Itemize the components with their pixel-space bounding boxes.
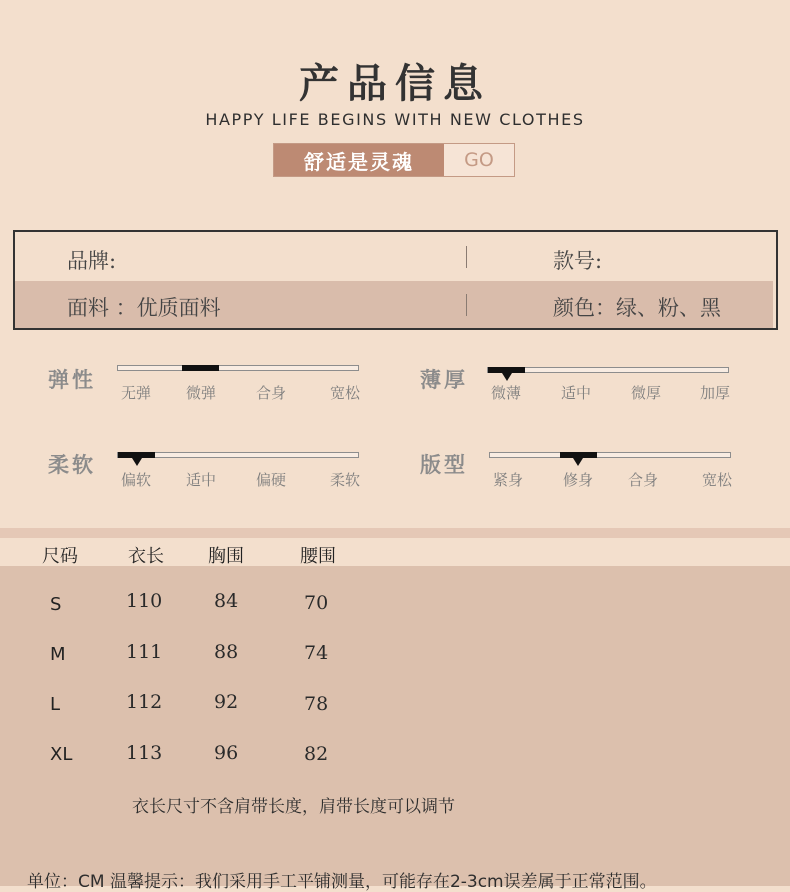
elasticity-scale	[117, 365, 359, 371]
length-cell: 110	[126, 590, 163, 612]
softness-marker-icon	[132, 458, 142, 466]
info-divider	[466, 246, 467, 268]
fit-option: 紧身	[493, 471, 524, 489]
thickness-option: 微厚	[631, 384, 662, 402]
length-cell: 112	[126, 691, 163, 713]
measurement-footer: 单位：CM 温馨提示：我们采用手工平铺测量，可能存在2-3cm误差属于正常范围。	[27, 872, 657, 892]
elasticity-option: 无弹	[121, 384, 152, 402]
fit-scale	[489, 452, 731, 458]
table-header: 衣长	[128, 546, 164, 567]
fit-marker-icon	[573, 458, 583, 466]
thickness-option: 适中	[561, 384, 592, 402]
softness-label: 柔软	[48, 453, 96, 477]
page-subtitle: HAPPY LIFE BEGINS WITH NEW CLOTHES	[205, 110, 585, 129]
fit-label: 版型	[420, 453, 468, 477]
softness-scale	[117, 452, 359, 458]
size-cell: S	[50, 594, 62, 615]
bust-cell: 88	[214, 641, 239, 663]
fabric-label: 面料 ：优质面料	[67, 296, 221, 320]
go-label: GO	[444, 144, 514, 176]
thickness-scale	[487, 367, 729, 373]
waist-cell: 74	[304, 642, 329, 664]
softness-option: 适中	[186, 471, 217, 489]
fit-option: 宽松	[702, 471, 733, 489]
size-cell: XL	[50, 744, 73, 765]
table-header: 腰围	[300, 546, 336, 567]
slogan-tag	[273, 143, 515, 177]
length-cell: 113	[126, 742, 163, 764]
waist-cell: 78	[304, 693, 329, 715]
brand-label: 品牌:	[67, 249, 117, 273]
fit-option: 合身	[628, 471, 659, 489]
slogan-text: 舒适是灵魂	[274, 144, 444, 176]
thickness-option: 加厚	[700, 384, 731, 402]
elasticity-indicator	[182, 365, 219, 371]
elasticity-option: 微弹	[186, 384, 217, 402]
table-header: 尺码	[42, 546, 78, 567]
table-header: 胸围	[208, 546, 244, 567]
thickness-option: 微薄	[491, 384, 522, 402]
length-cell: 111	[126, 641, 163, 663]
size-table-panel	[0, 566, 790, 886]
elasticity-option: 合身	[256, 384, 287, 402]
softness-option: 偏硬	[256, 471, 287, 489]
elasticity-option: 宽松	[330, 384, 361, 402]
bust-cell: 96	[214, 742, 239, 764]
style-number-label: 款号:	[553, 249, 603, 273]
waist-cell: 70	[304, 592, 329, 614]
color-label: 颜色：绿、粉、黑	[553, 296, 721, 320]
softness-option: 偏软	[121, 471, 152, 489]
size-cell: L	[50, 694, 61, 715]
page-title: 产品信息	[299, 61, 491, 107]
softness-option: 柔软	[330, 471, 361, 489]
bust-cell: 92	[214, 691, 239, 713]
bust-cell: 84	[214, 590, 239, 612]
size-cell: M	[50, 644, 66, 665]
elasticity-label: 弹性	[48, 368, 96, 392]
size-note: 衣长尺寸不含肩带长度，肩带长度可以调节	[132, 797, 455, 817]
info-divider	[466, 294, 467, 316]
thickness-marker-icon	[502, 373, 512, 381]
section-divider	[0, 528, 790, 538]
waist-cell: 82	[304, 743, 329, 765]
thickness-label: 薄厚	[420, 368, 468, 392]
fit-option: 修身	[563, 471, 594, 489]
